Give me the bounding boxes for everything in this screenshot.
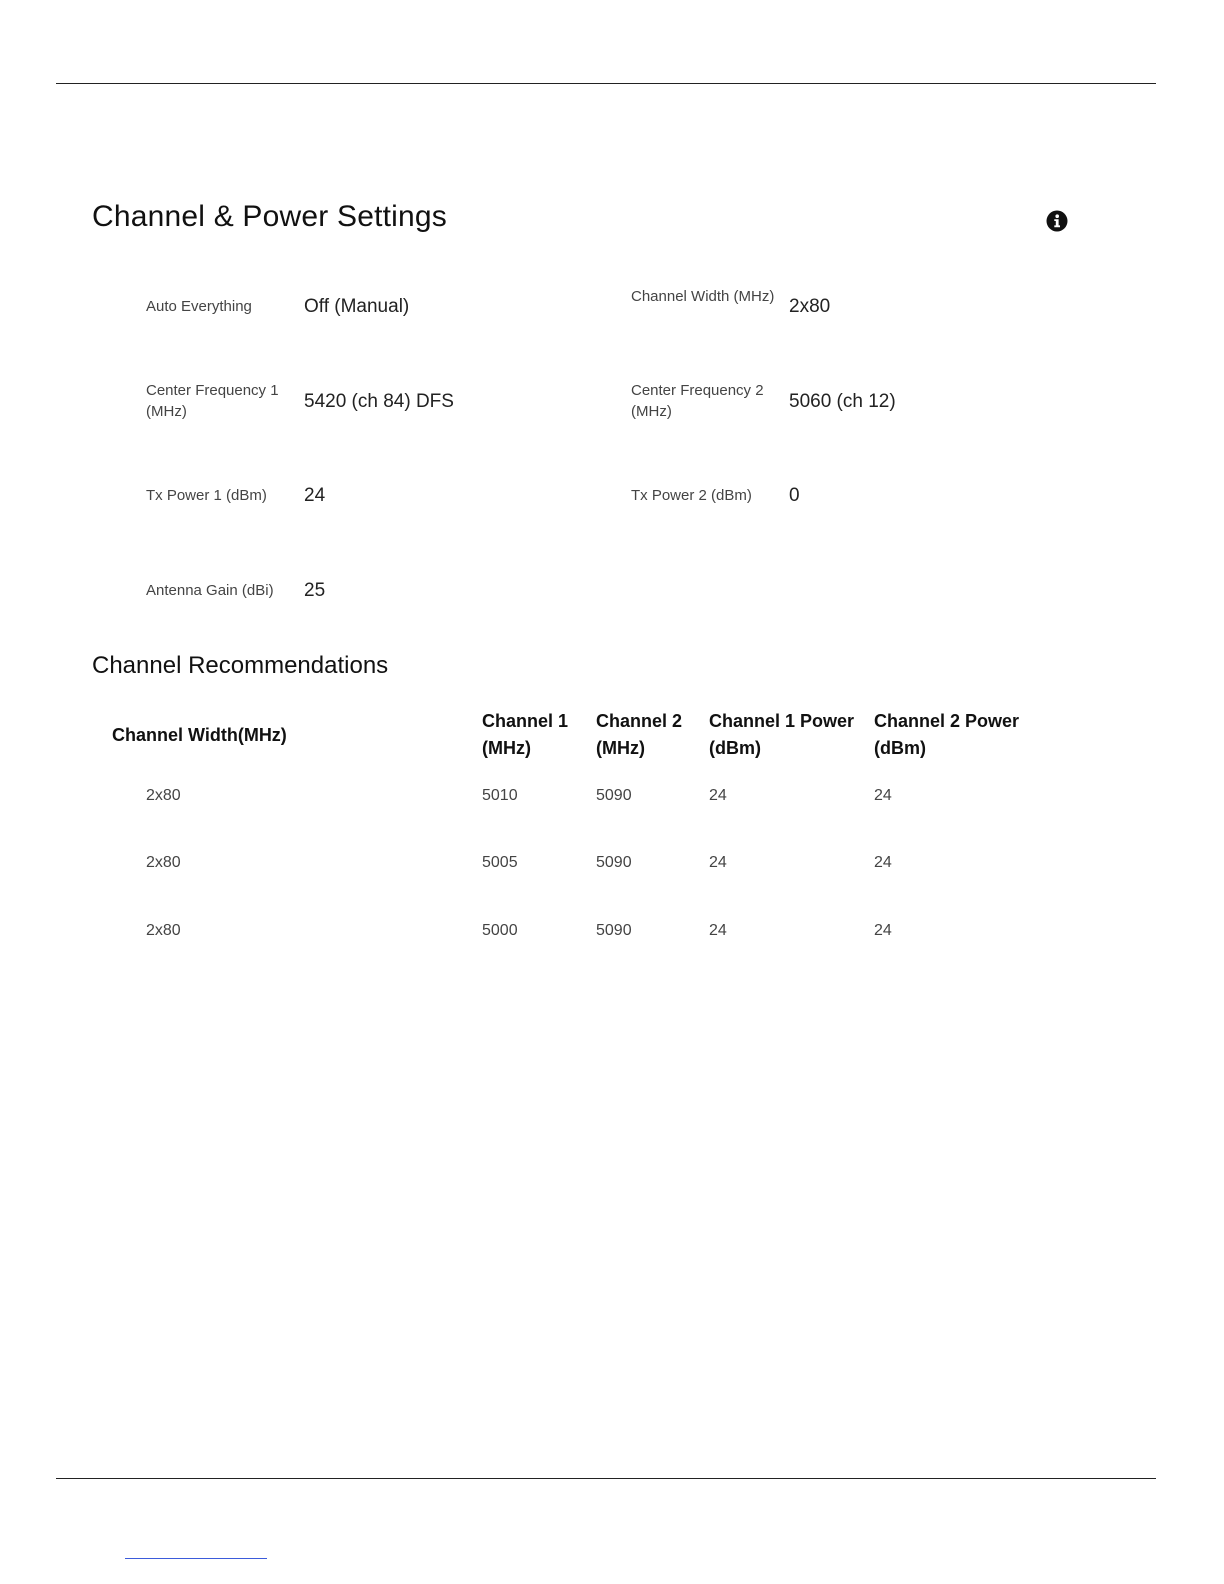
cell-channel-1-power: 24 <box>709 854 727 871</box>
header-channel-width: Channel Width(MHz) <box>112 725 287 745</box>
antenna-gain-label: Antenna Gain (dBi) <box>146 582 274 599</box>
auto-everything-label: Auto Everything <box>146 298 252 315</box>
footer-link-underline[interactable] <box>125 1558 267 1559</box>
cell-channel-2-power: 24 <box>874 922 892 939</box>
auto-everything-value: Off (Manual) <box>304 296 410 317</box>
cell-channel-2: 5090 <box>596 854 632 871</box>
cell-channel-1: 5000 <box>482 922 518 939</box>
header-divider <box>56 83 1156 84</box>
header-channel-2: Channel 2 (MHz) <box>596 711 683 758</box>
center-frequency-1-value: 5420 (ch 84) DFS <box>304 391 454 412</box>
tx-power-1-value: 24 <box>304 485 326 506</box>
header-channel-2-power: Channel 2 Power (dBm) <box>874 711 1020 758</box>
cell-channel-width: 2x80 <box>146 854 181 871</box>
page-title: Channel & Power Settings <box>92 200 448 233</box>
cell-channel-2: 5090 <box>596 787 632 804</box>
center-frequency-2-label: Center Frequency 2 (MHz) <box>631 382 764 420</box>
cell-channel-width: 2x80 <box>146 922 181 939</box>
header-channel-1: Channel 1 (MHz) <box>482 711 569 758</box>
tx-power-2-label: Tx Power 2 (dBm) <box>631 487 752 504</box>
recommendations-title: Channel Recommendations <box>92 652 389 679</box>
channel-width-value: 2x80 <box>789 296 831 317</box>
channel-width-label: Channel Width (MHz) <box>631 288 775 305</box>
header-channel-1-power: Channel 1 Power (dBm) <box>709 711 855 758</box>
cell-channel-width: 2x80 <box>146 787 181 804</box>
cell-channel-1-power: 24 <box>709 922 727 939</box>
cell-channel-1: 5010 <box>482 787 518 804</box>
cell-channel-2-power: 24 <box>874 787 892 804</box>
footer-divider <box>56 1478 1156 1479</box>
tx-power-2-value: 0 <box>789 485 800 506</box>
cell-channel-2-power: 24 <box>874 854 892 871</box>
tx-power-1-label: Tx Power 1 (dBm) <box>146 487 267 504</box>
cell-channel-2: 5090 <box>596 922 632 939</box>
cell-channel-1: 5005 <box>482 854 518 871</box>
cell-channel-1-power: 24 <box>709 787 727 804</box>
antenna-gain-value: 25 <box>304 580 326 601</box>
center-frequency-2-value: 5060 (ch 12) <box>789 391 896 412</box>
center-frequency-1-label: Center Frequency 1 (MHz) <box>146 382 279 420</box>
info-icon[interactable] <box>1046 210 1068 232</box>
